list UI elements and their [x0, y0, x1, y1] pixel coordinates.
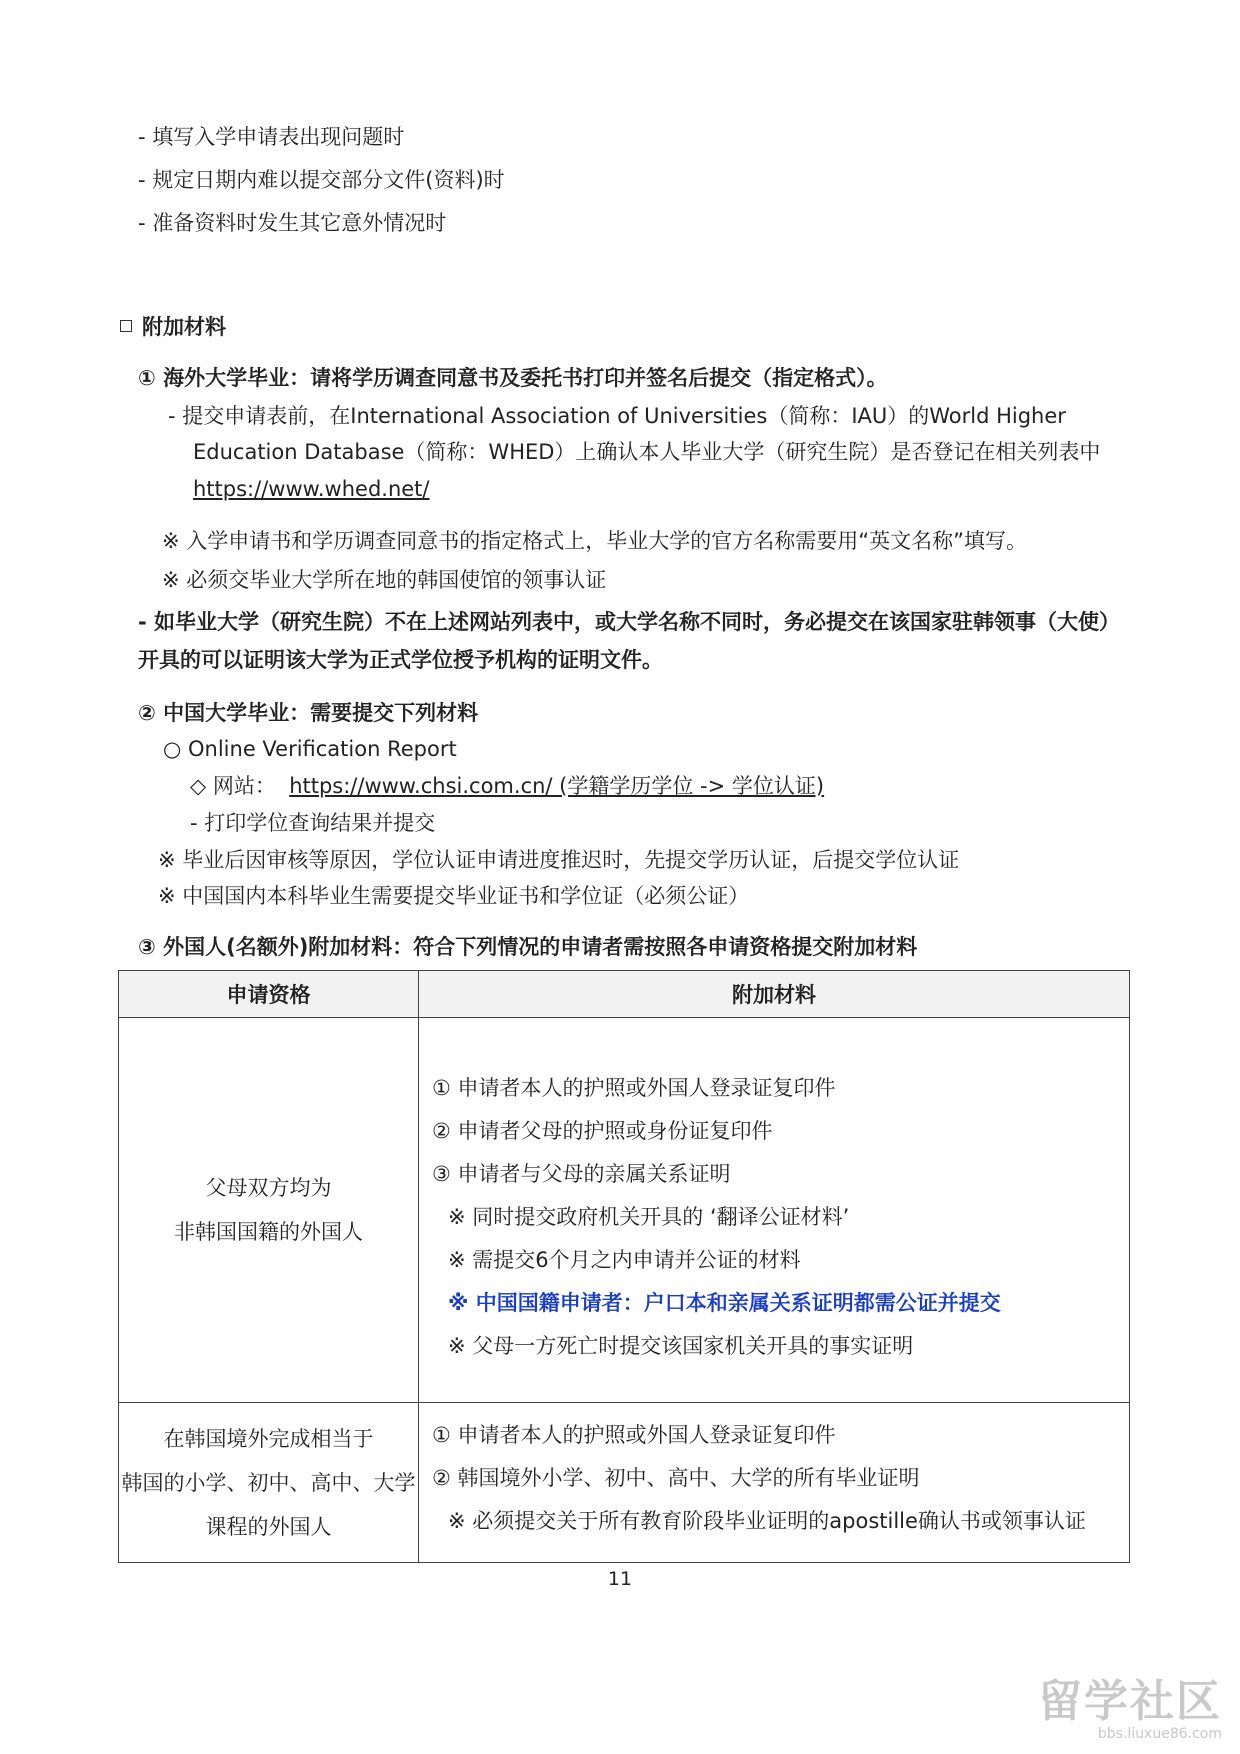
row1-highlight-note: ※ 中国国籍申请者：户口本和亲属关系证明都需公证并提交 — [448, 1291, 1001, 1315]
item2-note2: ※ 中国国内本科毕业生需要提交毕业证书和学位证（必须公证） — [158, 884, 750, 908]
item1-sub2: Education Database（简称：WHED）上确认本人毕业大学（研究生院）是否登记在相关列表中 — [193, 440, 1101, 464]
intro-bullet-2: - 规定日期内难以提交部分文件(资料)时 — [138, 168, 505, 192]
item1-heading: ① 海外大学毕业：请将学历调查同意书及委托书打印并签名后提交（指定格式）。 — [138, 366, 888, 390]
watermark-url: bbs.liuxue86.com — [1097, 1726, 1222, 1742]
intro-bullet-1: - 填写入学申请表出现问题时 — [138, 125, 405, 149]
row1-note-2: ※ 需提交6个月之内申请并公证的材料 — [448, 1248, 801, 1272]
header-qualification: 申请资格 — [119, 971, 419, 1018]
watermark-logo-text: 留学社区 — [1038, 1676, 1222, 1727]
table-header-row — [119, 971, 1130, 1018]
row2-item-2: ② 韩国境外小学、初中、高中、大学的所有毕业证明 — [432, 1466, 920, 1490]
row2-materials — [419, 1403, 1130, 1563]
chsi-link[interactable]: https://www.chsi.com.cn/ (学籍学历学位 -> 学位认证) — [289, 774, 825, 798]
row2-item-1: ① 申请者本人的护照或外国人登录证复印件 — [432, 1423, 836, 1447]
watermark — [1038, 1678, 1222, 1742]
item2-note1: ※ 毕业后因审核等原因，学位认证申请进度推迟时，先提交学历认证，后提交学位认证 — [158, 848, 960, 872]
item1-bold-note2: 开具的可以证明该大学为正式学位授予机构的证明文件。 — [138, 648, 663, 672]
whed-link[interactable]: https://www.whed.net/ — [193, 477, 430, 501]
checkbox-square-icon — [120, 320, 132, 332]
row1-last-note: ※ 父母一方死亡时提交该国家机关开具的事实证明 — [448, 1334, 914, 1358]
table-row — [119, 1018, 1130, 1403]
row1-materials — [419, 1018, 1130, 1403]
item1-sub1: - 提交申请表前，在International Association of Universities（简称：IAU）的World Higher — [168, 404, 1066, 428]
item2-print: - 打印学位查询结果并提交 — [190, 811, 436, 835]
item2-site — [190, 771, 824, 801]
header-materials: 附加材料 — [419, 971, 1130, 1018]
page-number: 11 — [607, 1568, 633, 1590]
item1-bold-note1: - 如毕业大学（研究生院）不在上述网站列表中，或大学名称不同时，务必提交在该国家驻韩领事（大使） — [138, 610, 1121, 634]
item2-site-label: ◇ 网站： — [190, 774, 276, 798]
item3-heading: ③ 外国人(名额外)附加材料：符合下列情况的申请者需按照各申请资格提交附加材料 — [138, 935, 918, 959]
item1-note2: ※ 必须交毕业大学所在地的韩国使馆的领事认证 — [162, 568, 607, 592]
row1-note-1: ※ 同时提交政府机关开具的 ‘翻译公证材料’ — [448, 1205, 850, 1229]
requirements-table — [118, 970, 1130, 1563]
row2-note-1: ※ 必须提交关于所有教育阶段毕业证明的apostille确认书或领事认证 — [448, 1509, 1086, 1533]
item2-sub-title: ○ Online Verification Report — [163, 737, 457, 761]
row1-qualification: 父母双方均为 非韩国国籍的外国人 — [119, 1018, 419, 1403]
row1-item-1: ① 申请者本人的护照或外国人登录证复印件 — [432, 1076, 836, 1100]
item1-note1: ※ 入学申请书和学历调查同意书的指定格式上，毕业大学的官方名称需要用“英文名称”填写。 — [162, 529, 1028, 553]
row1-item-3: ③ 申请者与父母的亲属关系证明 — [432, 1162, 731, 1186]
intro-bullet-3: - 准备资料时发生其它意外情况时 — [138, 211, 447, 235]
row2-qualification: 在韩国境外完成相当于 韩国的小学、初中、高中、大学 课程的外国人 — [119, 1403, 419, 1563]
row1-item-2: ② 申请者父母的护照或身份证复印件 — [432, 1119, 773, 1143]
item2-heading: ② 中国大学毕业：需要提交下列材料 — [138, 701, 479, 725]
table-row — [119, 1403, 1130, 1563]
section-title: 附加材料 — [120, 312, 226, 342]
